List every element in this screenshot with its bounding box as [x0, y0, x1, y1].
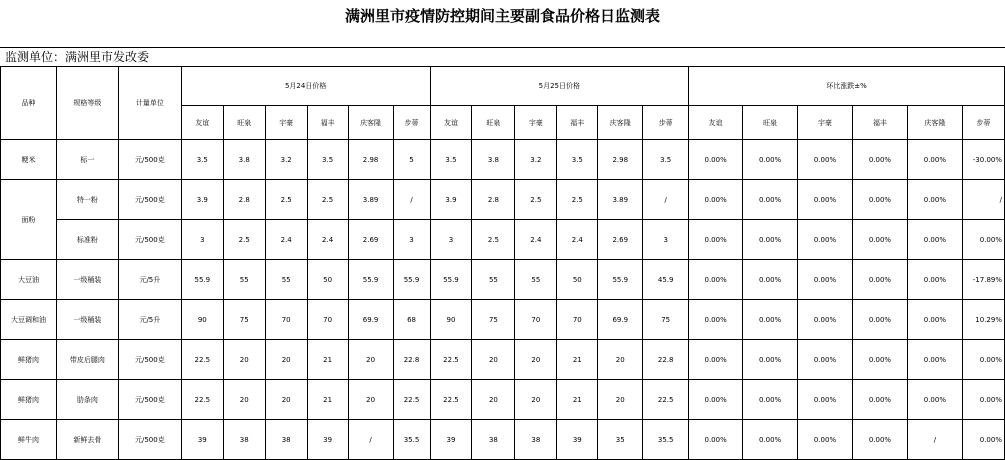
cell-price-may24: 2.4 [265, 220, 307, 260]
cell-price-may25: 3 [430, 220, 472, 260]
cell-price-may25: 22.8 [643, 340, 689, 380]
cell-price-may25: 21 [557, 340, 598, 380]
cell-change-pct: 0.00% [907, 220, 962, 260]
cell-price-may25: 3.89 [598, 180, 643, 220]
cell-price-may25: 75 [472, 300, 515, 340]
cell-unit: 元/500克 [118, 340, 181, 380]
cell-price-may24: 2.69 [348, 220, 393, 260]
header-store: 步蒂 [393, 106, 430, 140]
header-store: 庆客隆 [348, 106, 393, 140]
cell-product: 大豆调和油 [1, 300, 57, 340]
cell-change-pct: -30.00% [962, 140, 1004, 180]
cell-change-pct: 0.00% [798, 260, 853, 300]
cell-change-pct: 0.00% [689, 140, 743, 180]
cell-price-may24: 3.2 [265, 140, 307, 180]
cell-price-may24: / [393, 180, 430, 220]
cell-price-may25: 70 [515, 300, 557, 340]
cell-price-may24: 3.8 [223, 140, 265, 180]
cell-unit: 元/500克 [118, 380, 181, 420]
table-row [1, 340, 1005, 380]
header-product: 品种 [1, 67, 57, 140]
cell-price-may25: 2.5 [515, 180, 557, 220]
monitoring-unit: 监测单位：满洲里市发改委 [0, 47, 1005, 65]
cell-price-may25: 2.5 [557, 180, 598, 220]
cell-unit: 元/5升 [118, 260, 181, 300]
cell-price-may24: 22.5 [393, 380, 430, 420]
cell-price-may24: 38 [265, 420, 307, 460]
cell-price-may25: 3.2 [515, 140, 557, 180]
cell-price-may24: 38 [223, 420, 265, 460]
cell-change-pct: 0.00% [852, 180, 907, 220]
cell-change-pct: 0.00% [743, 140, 798, 180]
cell-change-pct: -17.89% [962, 260, 1004, 300]
cell-price-may24: 20 [348, 380, 393, 420]
cell-product: 大豆油 [1, 260, 57, 300]
cell-product: 鲜牛肉 [1, 420, 57, 460]
table-row [1, 300, 1005, 340]
cell-change-pct: 0.00% [852, 220, 907, 260]
cell-price-may24: 20 [223, 340, 265, 380]
cell-change-pct: 0.00% [689, 420, 743, 460]
cell-change-pct: 10.29% [962, 300, 1004, 340]
cell-price-may24: 20 [348, 340, 393, 380]
price-table [0, 66, 1005, 460]
header-group-change: 环比涨跌±% [689, 67, 1005, 106]
table-row [1, 380, 1005, 420]
cell-product: 粳米 [1, 140, 57, 180]
cell-price-may25: 20 [515, 340, 557, 380]
cell-price-may25: 2.5 [472, 220, 515, 260]
cell-unit: 元/500克 [118, 420, 181, 460]
cell-change-pct: 0.00% [962, 340, 1004, 380]
header-store: 庆客隆 [907, 106, 962, 140]
cell-price-may24: 39 [181, 420, 223, 460]
cell-change-pct: 0.00% [798, 300, 853, 340]
table-row [1, 420, 1005, 460]
table-row [1, 140, 1005, 180]
cell-grade: 肋条肉 [56, 380, 118, 420]
cell-price-may25: 45.9 [643, 260, 689, 300]
cell-price-may24: 21 [307, 380, 348, 420]
cell-price-may24: 2.4 [307, 220, 348, 260]
header-store: 友谊 [181, 106, 223, 140]
cell-price-may24: 55.9 [348, 260, 393, 300]
cell-unit: 元/500克 [118, 180, 181, 220]
cell-price-may25: 55.9 [430, 260, 472, 300]
header-store: 庆客隆 [598, 106, 643, 140]
cell-price-may24: 55.9 [181, 260, 223, 300]
cell-price-may24: 55 [265, 260, 307, 300]
cell-price-may24: 3.5 [307, 140, 348, 180]
cell-change-pct: 0.00% [962, 420, 1004, 460]
cell-change-pct: 0.00% [962, 380, 1004, 420]
cell-price-may24: 3.9 [181, 180, 223, 220]
cell-change-pct: 0.00% [743, 220, 798, 260]
cell-price-may24: 20 [223, 380, 265, 420]
cell-price-may24: 2.5 [307, 180, 348, 220]
table-row [1, 180, 1005, 220]
header-store: 旺泉 [472, 106, 515, 140]
cell-price-may24: 22.8 [393, 340, 430, 380]
cell-change-pct: 0.00% [689, 260, 743, 300]
cell-change-pct: 0.00% [798, 420, 853, 460]
header-store: 宇豪 [265, 106, 307, 140]
cell-grade: 一级桶装 [56, 260, 118, 300]
cell-price-may25: 39 [430, 420, 472, 460]
cell-grade: 标一 [56, 140, 118, 180]
cell-price-may24: 50 [307, 260, 348, 300]
cell-change-pct: 0.00% [852, 340, 907, 380]
cell-price-may25: 3.9 [430, 180, 472, 220]
cell-price-may25: 3.5 [557, 140, 598, 180]
header-store: 步蒂 [643, 106, 689, 140]
header-store: 福丰 [307, 106, 348, 140]
cell-grade: 新鲜去骨 [56, 420, 118, 460]
cell-change-pct: / [962, 180, 1004, 220]
cell-price-may24: 21 [307, 340, 348, 380]
cell-change-pct: 0.00% [907, 300, 962, 340]
cell-change-pct: 0.00% [798, 380, 853, 420]
cell-change-pct: 0.00% [852, 140, 907, 180]
cell-price-may25: 39 [557, 420, 598, 460]
cell-price-may25: 55 [515, 260, 557, 300]
cell-price-may25: 20 [472, 380, 515, 420]
cell-grade: 一级桶装 [56, 300, 118, 340]
header-store: 步蒂 [962, 106, 1004, 140]
cell-price-may25: 2.8 [472, 180, 515, 220]
cell-price-may25: 2.69 [598, 220, 643, 260]
cell-price-may25: 20 [472, 340, 515, 380]
cell-price-may25: 20 [598, 340, 643, 380]
cell-unit: 元/500克 [118, 220, 181, 260]
cell-price-may24: 2.5 [223, 220, 265, 260]
cell-price-may25: 35.5 [643, 420, 689, 460]
cell-change-pct: 0.00% [962, 220, 1004, 260]
table-row [1, 220, 1005, 260]
cell-change-pct: 0.00% [743, 380, 798, 420]
header-store: 福丰 [557, 106, 598, 140]
cell-price-may25: / [643, 180, 689, 220]
cell-price-may25: 50 [557, 260, 598, 300]
cell-price-may24: 3.89 [348, 180, 393, 220]
cell-price-may25: 20 [515, 380, 557, 420]
cell-price-may24: 2.98 [348, 140, 393, 180]
header-group-may24: 5月24日价格 [181, 67, 430, 106]
page-title: 满洲里市疫情防控期间主要副食品价格日监测表 [344, 6, 660, 25]
cell-price-may25: 3 [643, 220, 689, 260]
cell-price-may25: 22.5 [430, 340, 472, 380]
cell-change-pct: 0.00% [907, 140, 962, 180]
cell-change-pct: 0.00% [689, 180, 743, 220]
cell-grade: 标准粉 [56, 220, 118, 260]
cell-price-may24: 68 [393, 300, 430, 340]
cell-price-may24: 2.8 [223, 180, 265, 220]
cell-price-may24: 2.5 [265, 180, 307, 220]
cell-price-may24: 22.5 [181, 380, 223, 420]
cell-change-pct: 0.00% [689, 220, 743, 260]
cell-product: 鲜猪肉 [1, 380, 57, 420]
cell-price-may25: 55 [472, 260, 515, 300]
cell-price-may24: 69.9 [348, 300, 393, 340]
header-grade: 规格等级 [56, 67, 118, 140]
cell-price-may24: 55 [223, 260, 265, 300]
cell-price-may24: 20 [265, 380, 307, 420]
cell-price-may25: 90 [430, 300, 472, 340]
cell-change-pct: 0.00% [907, 260, 962, 300]
cell-price-may25: 38 [515, 420, 557, 460]
cell-price-may24: 5 [393, 140, 430, 180]
header-group-may25: 5月25日价格 [430, 67, 689, 106]
cell-change-pct: 0.00% [907, 380, 962, 420]
cell-product: 面粉 [1, 180, 57, 260]
cell-change-pct: 0.00% [852, 260, 907, 300]
cell-change-pct: 0.00% [743, 180, 798, 220]
cell-price-may25: 2.4 [515, 220, 557, 260]
cell-price-may25: 75 [643, 300, 689, 340]
cell-change-pct: 0.00% [852, 420, 907, 460]
cell-price-may24: 3 [393, 220, 430, 260]
cell-price-may25: 70 [557, 300, 598, 340]
cell-change-pct: 0.00% [907, 180, 962, 220]
cell-change-pct: 0.00% [743, 300, 798, 340]
cell-price-may25: 35 [598, 420, 643, 460]
cell-grade: 特一粉 [56, 180, 118, 220]
cell-price-may24: 3 [181, 220, 223, 260]
cell-unit: 元/500克 [118, 140, 181, 180]
cell-price-may24: 39 [307, 420, 348, 460]
cell-price-may25: 55.9 [598, 260, 643, 300]
cell-price-may24: 90 [181, 300, 223, 340]
cell-price-may25: 20 [598, 380, 643, 420]
cell-change-pct: 0.00% [798, 140, 853, 180]
cell-change-pct: 0.00% [798, 340, 853, 380]
cell-price-may25: 21 [557, 380, 598, 420]
cell-change-pct: 0.00% [743, 260, 798, 300]
cell-change-pct: 0.00% [798, 180, 853, 220]
cell-price-may24: 35.5 [393, 420, 430, 460]
cell-change-pct: 0.00% [907, 340, 962, 380]
cell-unit: 元/5升 [118, 300, 181, 340]
cell-price-may25: 2.4 [557, 220, 598, 260]
header-store: 福丰 [852, 106, 907, 140]
cell-change-pct: / [907, 420, 962, 460]
cell-price-may25: 3.5 [430, 140, 472, 180]
cell-grade: 带皮后腿肉 [56, 340, 118, 380]
header-store: 宇豪 [798, 106, 853, 140]
cell-change-pct: 0.00% [852, 380, 907, 420]
cell-change-pct: 0.00% [689, 300, 743, 340]
cell-change-pct: 0.00% [852, 300, 907, 340]
cell-change-pct: 0.00% [689, 340, 743, 380]
cell-change-pct: 0.00% [689, 380, 743, 420]
cell-price-may24: 3.5 [181, 140, 223, 180]
cell-price-may25: 3.8 [472, 140, 515, 180]
header-store: 宇豪 [515, 106, 557, 140]
header-unit: 计量单位 [118, 67, 181, 140]
cell-price-may25: 22.5 [430, 380, 472, 420]
header-store: 友谊 [430, 106, 472, 140]
cell-price-may24: 70 [265, 300, 307, 340]
header-store: 旺泉 [223, 106, 265, 140]
cell-price-may25: 22.5 [643, 380, 689, 420]
header-store: 友谊 [689, 106, 743, 140]
table-row [1, 260, 1005, 300]
cell-price-may25: 3.5 [643, 140, 689, 180]
cell-price-may25: 2.98 [598, 140, 643, 180]
cell-price-may24: 22.5 [181, 340, 223, 380]
cell-price-may24: 20 [265, 340, 307, 380]
cell-price-may24: 55.9 [393, 260, 430, 300]
cell-change-pct: 0.00% [743, 420, 798, 460]
cell-change-pct: 0.00% [798, 220, 853, 260]
header-store: 旺泉 [743, 106, 798, 140]
cell-price-may24: 70 [307, 300, 348, 340]
cell-price-may24: / [348, 420, 393, 460]
cell-product: 鲜猪肉 [1, 340, 57, 380]
cell-change-pct: 0.00% [743, 340, 798, 380]
cell-price-may25: 69.9 [598, 300, 643, 340]
cell-price-may24: 75 [223, 300, 265, 340]
cell-price-may25: 38 [472, 420, 515, 460]
